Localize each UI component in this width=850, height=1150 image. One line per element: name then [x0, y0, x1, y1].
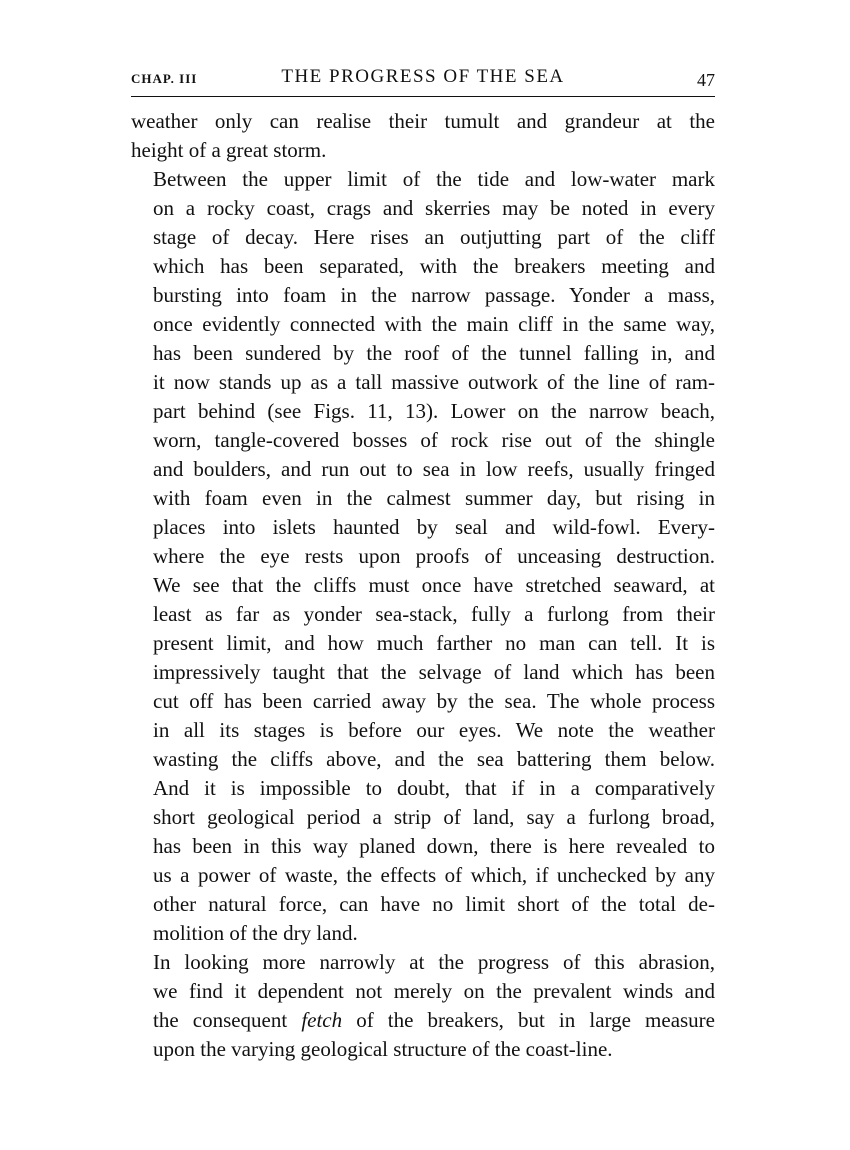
text-line: the consequent fetch of the breakers, but in large measure — [153, 1008, 715, 1032]
text-line: present limit, and how much farther no man can tell. It is — [153, 631, 715, 655]
book-page — [131, 62, 715, 1064]
text-line: which has been separated, with the breakers meeting and — [153, 254, 715, 278]
text-line: molition of the dry land. — [153, 921, 358, 945]
text-line: We see that the cliffs must once have stretched seaward, at — [153, 573, 715, 597]
running-head — [131, 62, 715, 92]
text-line: Between the upper limit of the tide and low-water mark — [153, 167, 715, 191]
text-line: least as far as yonder sea-stack, fully a furlong from their — [153, 602, 715, 626]
text-line: has been sundered by the roof of the tunnel falling in, and — [153, 341, 715, 365]
text-line: part behind (see Figs. 11, 13). Lower on the narrow beach, — [153, 399, 715, 423]
text-line: weather only can realise their tumult and grandeur at the — [131, 109, 715, 133]
text-line: impressively taught that the selvage of land which has been — [153, 660, 715, 684]
text-line: bursting into foam in the narrow passage. Yonder a mass, — [153, 283, 715, 307]
text-line: with foam even in the calmest summer day, but rising in — [153, 486, 715, 510]
text-line: stage of decay. Here rises an outjutting part of the cliff — [153, 225, 715, 249]
text-line: where the eye rests upon proofs of unceasing destruction. — [153, 544, 715, 568]
italic-word: fetch — [301, 1008, 343, 1032]
text-line: In looking more narrowly at the progress of this abrasion, — [153, 950, 715, 974]
header-rule — [131, 96, 715, 97]
text-line: it now stands up as a tall massive outwork of the line of ram- — [153, 370, 715, 394]
text-line: other natural force, can have no limit short of the total de- — [153, 892, 715, 916]
paragraph-2 — [131, 165, 715, 948]
chapter-label: CHAP. III — [131, 71, 198, 86]
text-line: And it is impossible to doubt, that if in a comparatively — [153, 776, 715, 800]
text-line: worn, tangle-covered bosses of rock rise out of the shingle — [153, 428, 715, 452]
text-line: height of a great storm. — [131, 138, 327, 162]
text-line: on a rocky coast, crags and skerries may be noted in every — [153, 196, 715, 220]
text-line: and boulders, and run out to sea in low reefs, usually fringed — [153, 457, 715, 481]
text-line: us a power of waste, the effects of which, if unchecked by any — [153, 863, 715, 887]
paragraph-1 — [131, 107, 715, 165]
text-line: wasting the cliffs above, and the sea battering them below. — [153, 747, 715, 771]
text-line: once evidently connected with the main cliff in the same way, — [153, 312, 715, 336]
text-line: places into islets haunted by seal and wild-fowl. Every- — [153, 515, 715, 539]
body-text — [131, 107, 715, 1064]
page-number: 47 — [697, 70, 715, 90]
text-line: upon the varying geological structure of the coast-line. — [153, 1037, 613, 1061]
text-line: in all its stages is before our eyes. We note the weather — [153, 718, 715, 742]
running-title: THE PROGRESS OF THE SEA — [281, 66, 565, 87]
text-line: short geological period a strip of land, say a furlong broad, — [153, 805, 715, 829]
text-line: has been in this way planed down, there is here revealed to — [153, 834, 715, 858]
text-line: cut off has been carried away by the sea. The whole process — [153, 689, 715, 713]
paragraph-3 — [131, 948, 715, 1064]
text-line: we find it dependent not merely on the prevalent winds and — [153, 979, 715, 1003]
